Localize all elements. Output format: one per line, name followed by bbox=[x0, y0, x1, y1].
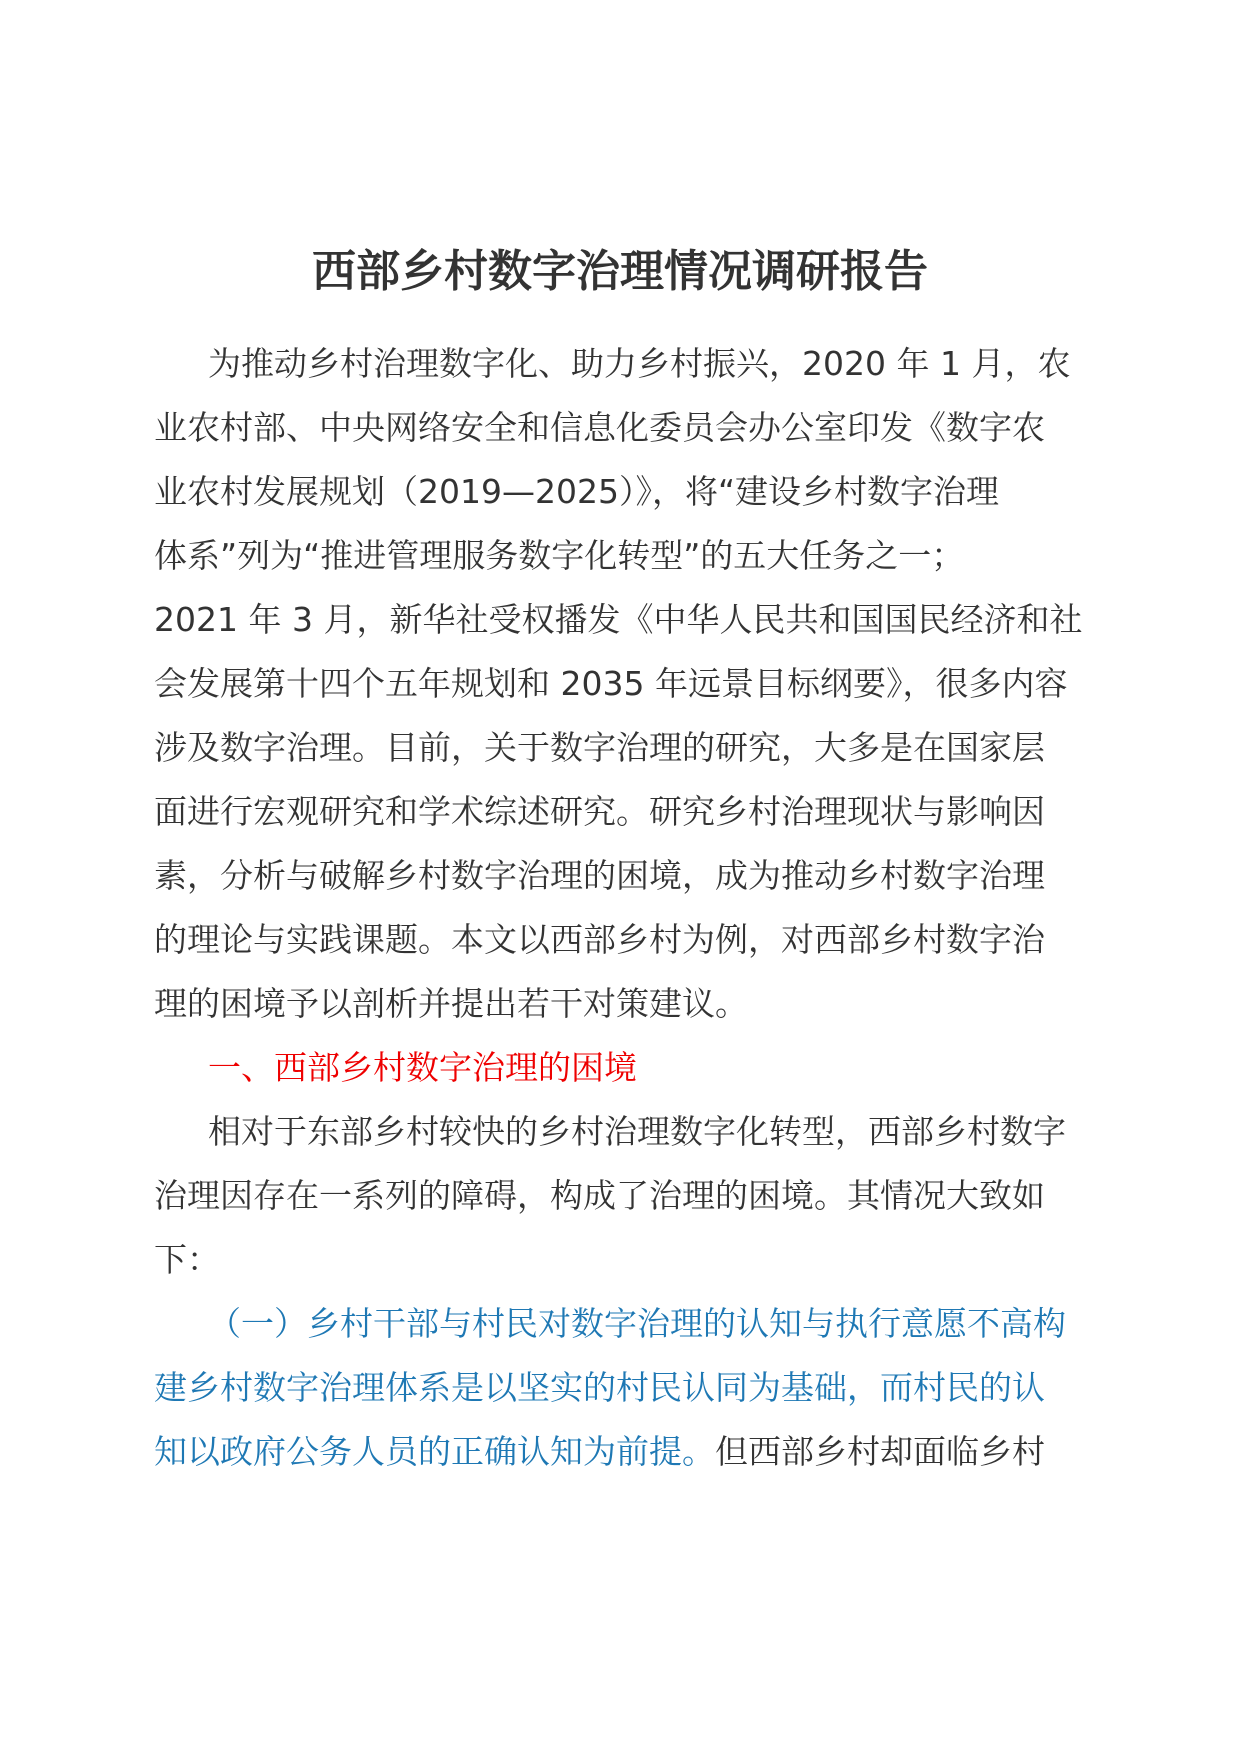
paragraph-1-line-1: 为推动乡村治理数字化、助力乡村振兴，2020 年 1 月，农 bbox=[208, 344, 1071, 383]
paragraph-1-line-10: 的理论与实践课题。本文以西部乡村为例，对西部乡村数字治 bbox=[154, 920, 1045, 959]
paragraph-3-line-2: 建乡村数字治理体系是以坚实的村民认同为基础，而村民的认 bbox=[154, 1368, 1045, 1407]
paragraph-1-line-7: 涉及数字治理。目前，关于数字治理的研究，大多是在国家层 bbox=[154, 728, 1045, 767]
paragraph-1-line-6: 会发展第十四个五年规划和 2035 年远景目标纲要》，很多内容 bbox=[154, 664, 1068, 703]
paragraph-1-line-8: 面进行宏观研究和学术综述研究。研究乡村治理现状与影响因 bbox=[154, 792, 1045, 831]
paragraph-3-line-3-blue: 知以政府公务人员的正确认知为前提。 bbox=[154, 1432, 715, 1471]
paragraph-2-line-1: 相对于东部乡村较快的乡村治理数字化转型，西部乡村数字 bbox=[208, 1112, 1066, 1151]
paragraph-1-line-2: 业农村部、中央网络安全和信息化委员会办公室印发《数字农 bbox=[154, 408, 1045, 447]
paragraph-1-line-5: 2021 年 3 月，新华社受权播发《中华人民共和国国民经济和社 bbox=[154, 600, 1083, 639]
paragraph-1-line-3: 业农村发展规划（2019—2025）》，将“建设乡村数字治理 bbox=[154, 472, 1000, 511]
paragraph-3-line-3-tail: 但西部乡村却面临乡村 bbox=[715, 1432, 1045, 1471]
paragraph-1-line-9: 素，分析与破解乡村数字治理的困境，成为推动乡村数字治理 bbox=[154, 856, 1045, 895]
paragraph-1-line-4: 体系”列为“推进管理服务数字化转型”的五大任务之一； bbox=[154, 536, 965, 575]
section-heading-1: 一、西部乡村数字治理的困境 bbox=[208, 1048, 637, 1087]
paragraph-3-line-1: （一）乡村干部与村民对数字治理的认知与执行意愿不高构 bbox=[208, 1304, 1066, 1343]
paragraph-3-line-3 bbox=[154, 1430, 1045, 1474]
paragraph-2-line-2: 治理因存在一系列的障碍，构成了治理的困境。其情况大致如 bbox=[154, 1176, 1045, 1215]
document-title: 西部乡村数字治理情况调研报告 bbox=[312, 246, 928, 297]
paragraph-1-line-11: 理的困境予以剖析并提出若干对策建议。 bbox=[154, 984, 748, 1023]
paragraph-2-line-3: 下： bbox=[154, 1240, 220, 1279]
